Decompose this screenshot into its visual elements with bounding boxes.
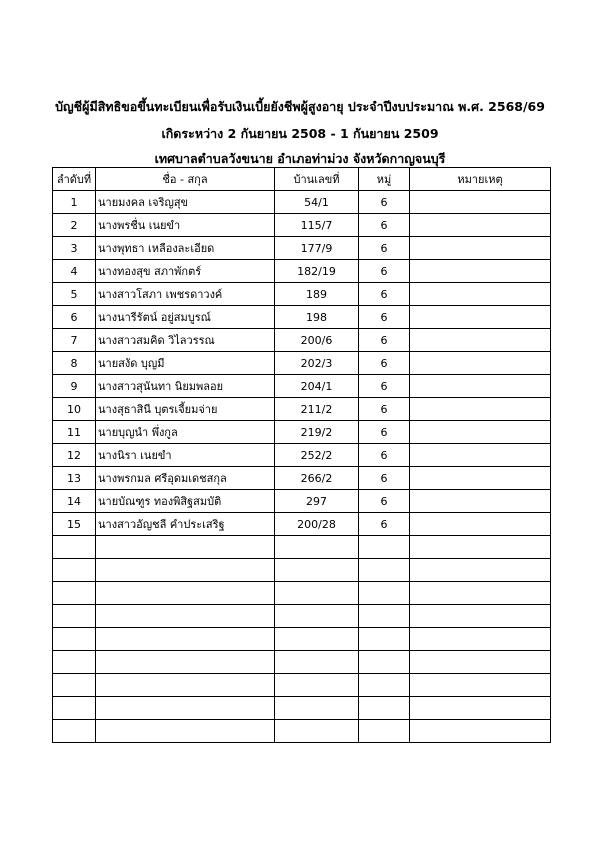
cell-moo: 6 [359, 467, 410, 490]
cell-note [410, 513, 551, 536]
cell-house-number: 189 [275, 283, 359, 306]
cell-house-number [275, 651, 359, 674]
cell-number [53, 559, 96, 582]
cell-number: 12 [53, 444, 96, 467]
cell-moo [359, 536, 410, 559]
column-header-moo: หมู่ [359, 168, 410, 191]
table-header-row [53, 168, 551, 191]
cell-moo: 6 [359, 513, 410, 536]
table-row [53, 352, 551, 375]
cell-name: นางนารีรัตน์ อยู่สมบูรณ์ [96, 306, 275, 329]
cell-moo [359, 697, 410, 720]
cell-note [410, 720, 551, 743]
cell-name: นางพรกมล ศรีอุดมเดชสกุล [96, 467, 275, 490]
table-row [53, 605, 551, 628]
cell-house-number [275, 582, 359, 605]
cell-house-number [275, 697, 359, 720]
cell-moo [359, 628, 410, 651]
cell-house-number: 297 [275, 490, 359, 513]
cell-house-number: 54/1 [275, 191, 359, 214]
table-row [53, 306, 551, 329]
cell-moo: 6 [359, 398, 410, 421]
cell-number: 7 [53, 329, 96, 352]
cell-name [96, 697, 275, 720]
cell-name: นางพรชื่น เนยขำ [96, 214, 275, 237]
cell-moo: 6 [359, 352, 410, 375]
cell-note [410, 237, 551, 260]
cell-house-number: 202/3 [275, 352, 359, 375]
table-row [53, 260, 551, 283]
cell-name [96, 651, 275, 674]
cell-number: 11 [53, 421, 96, 444]
cell-moo [359, 559, 410, 582]
cell-moo: 6 [359, 329, 410, 352]
cell-moo: 6 [359, 283, 410, 306]
cell-number: 6 [53, 306, 96, 329]
cell-note [410, 674, 551, 697]
cell-name: นางสาวสมคิด วิไลวรรณ [96, 329, 275, 352]
cell-moo [359, 720, 410, 743]
cell-house-number: 266/2 [275, 467, 359, 490]
cell-number: 5 [53, 283, 96, 306]
cell-name: นายสงัด บุญมี [96, 352, 275, 375]
cell-note [410, 582, 551, 605]
table-row [53, 398, 551, 421]
cell-number: 14 [53, 490, 96, 513]
cell-name: นางสาวอัญชลี คำประเสริฐ [96, 513, 275, 536]
cell-number [53, 720, 96, 743]
cell-moo [359, 605, 410, 628]
location-line: เทศบาลตำบลวังขนาย อำเภอท่าม่วง จังหวัดกาญจนบุรี [154, 151, 446, 166]
cell-note [410, 375, 551, 398]
cell-name [96, 628, 275, 651]
table-row [53, 237, 551, 260]
cell-number: 1 [53, 191, 96, 214]
cell-name [96, 536, 275, 559]
table-row [53, 444, 551, 467]
table-row [53, 536, 551, 559]
cell-house-number: 219/2 [275, 421, 359, 444]
cell-moo: 6 [359, 237, 410, 260]
cell-moo [359, 674, 410, 697]
table-row [53, 628, 551, 651]
cell-number [53, 651, 96, 674]
cell-note [410, 444, 551, 467]
cell-note [410, 260, 551, 283]
cell-note [410, 536, 551, 559]
cell-name [96, 674, 275, 697]
cell-name: นางสาวโสภา เพชรดาวงค์ [96, 283, 275, 306]
cell-note [410, 421, 551, 444]
cell-house-number [275, 605, 359, 628]
birth-date-range: เกิดระหว่าง 2 กันยายน 2508 - 1 กันยายน 2509 [161, 126, 439, 141]
cell-number: 15 [53, 513, 96, 536]
cell-number: 3 [53, 237, 96, 260]
table-row [53, 582, 551, 605]
table-row [53, 329, 551, 352]
cell-number: 13 [53, 467, 96, 490]
cell-moo: 6 [359, 444, 410, 467]
cell-moo [359, 582, 410, 605]
cell-number [53, 582, 96, 605]
cell-number [53, 628, 96, 651]
cell-moo: 6 [359, 260, 410, 283]
cell-house-number [275, 536, 359, 559]
column-header-no: ลำดับที่ [53, 168, 96, 191]
cell-house-number: 252/2 [275, 444, 359, 467]
cell-name [96, 559, 275, 582]
cell-number: 2 [53, 214, 96, 237]
cell-name: นางนิรา เนยขำ [96, 444, 275, 467]
cell-moo: 6 [359, 375, 410, 398]
table-row [53, 559, 551, 582]
cell-note [410, 628, 551, 651]
cell-number [53, 536, 96, 559]
cell-house-number [275, 628, 359, 651]
table-row [53, 674, 551, 697]
cell-name: นางทองสุข สภาพักตร์ [96, 260, 275, 283]
cell-number: 4 [53, 260, 96, 283]
cell-name: นายบุญนำ พึ่งกูล [96, 421, 275, 444]
cell-moo: 6 [359, 421, 410, 444]
cell-moo: 6 [359, 306, 410, 329]
cell-name: นายบัณฑูร ทองพิสิฐสมบัติ [96, 490, 275, 513]
cell-house-number [275, 674, 359, 697]
table-row [53, 697, 551, 720]
cell-house-number: 177/9 [275, 237, 359, 260]
cell-note [410, 214, 551, 237]
cell-moo: 6 [359, 191, 410, 214]
cell-number [53, 674, 96, 697]
cell-number [53, 697, 96, 720]
cell-name: นายมงคล เจริญสุข [96, 191, 275, 214]
cell-note [410, 651, 551, 674]
cell-house-number: 211/2 [275, 398, 359, 421]
cell-note [410, 283, 551, 306]
table-row [53, 720, 551, 743]
column-header-name: ชื่อ - สกุล [96, 168, 275, 191]
table-row [53, 421, 551, 444]
cell-moo: 6 [359, 490, 410, 513]
table-row [53, 214, 551, 237]
cell-number [53, 605, 96, 628]
cell-name: นางสุธาสินี บุตรเจี้ยมจ่าย [96, 398, 275, 421]
table-row [53, 191, 551, 214]
table-row [53, 283, 551, 306]
table-row [53, 467, 551, 490]
cell-number: 8 [53, 352, 96, 375]
eligible-elderly-table [52, 167, 551, 743]
table-body [53, 191, 551, 743]
cell-name [96, 720, 275, 743]
document-title: บัญชีผู้มีสิทธิขอขึ้นทะเบียนเพื่อรับเงินเบี้ยยังชีพผู้สูงอายุ ประจำปีงบประมาณ พ.ศ. 2568/69 [55, 99, 545, 114]
cell-house-number: 198 [275, 306, 359, 329]
cell-note [410, 306, 551, 329]
cell-house-number: 200/28 [275, 513, 359, 536]
cell-note [410, 467, 551, 490]
cell-note [410, 697, 551, 720]
cell-house-number: 204/1 [275, 375, 359, 398]
cell-house-number [275, 559, 359, 582]
cell-name [96, 582, 275, 605]
cell-note [410, 329, 551, 352]
column-header-house-number: บ้านเลขที่ [275, 168, 359, 191]
table-row [53, 490, 551, 513]
table-row [53, 375, 551, 398]
cell-moo [359, 651, 410, 674]
cell-note [410, 490, 551, 513]
cell-note [410, 352, 551, 375]
cell-house-number: 200/6 [275, 329, 359, 352]
cell-number: 10 [53, 398, 96, 421]
column-header-note: หมายเหตุ [410, 168, 551, 191]
cell-note [410, 559, 551, 582]
cell-note [410, 605, 551, 628]
cell-name [96, 605, 275, 628]
cell-name: นางพุทธา เหลืองละเอียด [96, 237, 275, 260]
cell-house-number [275, 720, 359, 743]
cell-name: นางสาวสุนันทา นิยมพลอย [96, 375, 275, 398]
cell-note [410, 398, 551, 421]
table-row [53, 513, 551, 536]
table-row [53, 651, 551, 674]
cell-moo: 6 [359, 214, 410, 237]
cell-note [410, 191, 551, 214]
cell-number: 9 [53, 375, 96, 398]
cell-house-number: 115/7 [275, 214, 359, 237]
cell-house-number: 182/19 [275, 260, 359, 283]
